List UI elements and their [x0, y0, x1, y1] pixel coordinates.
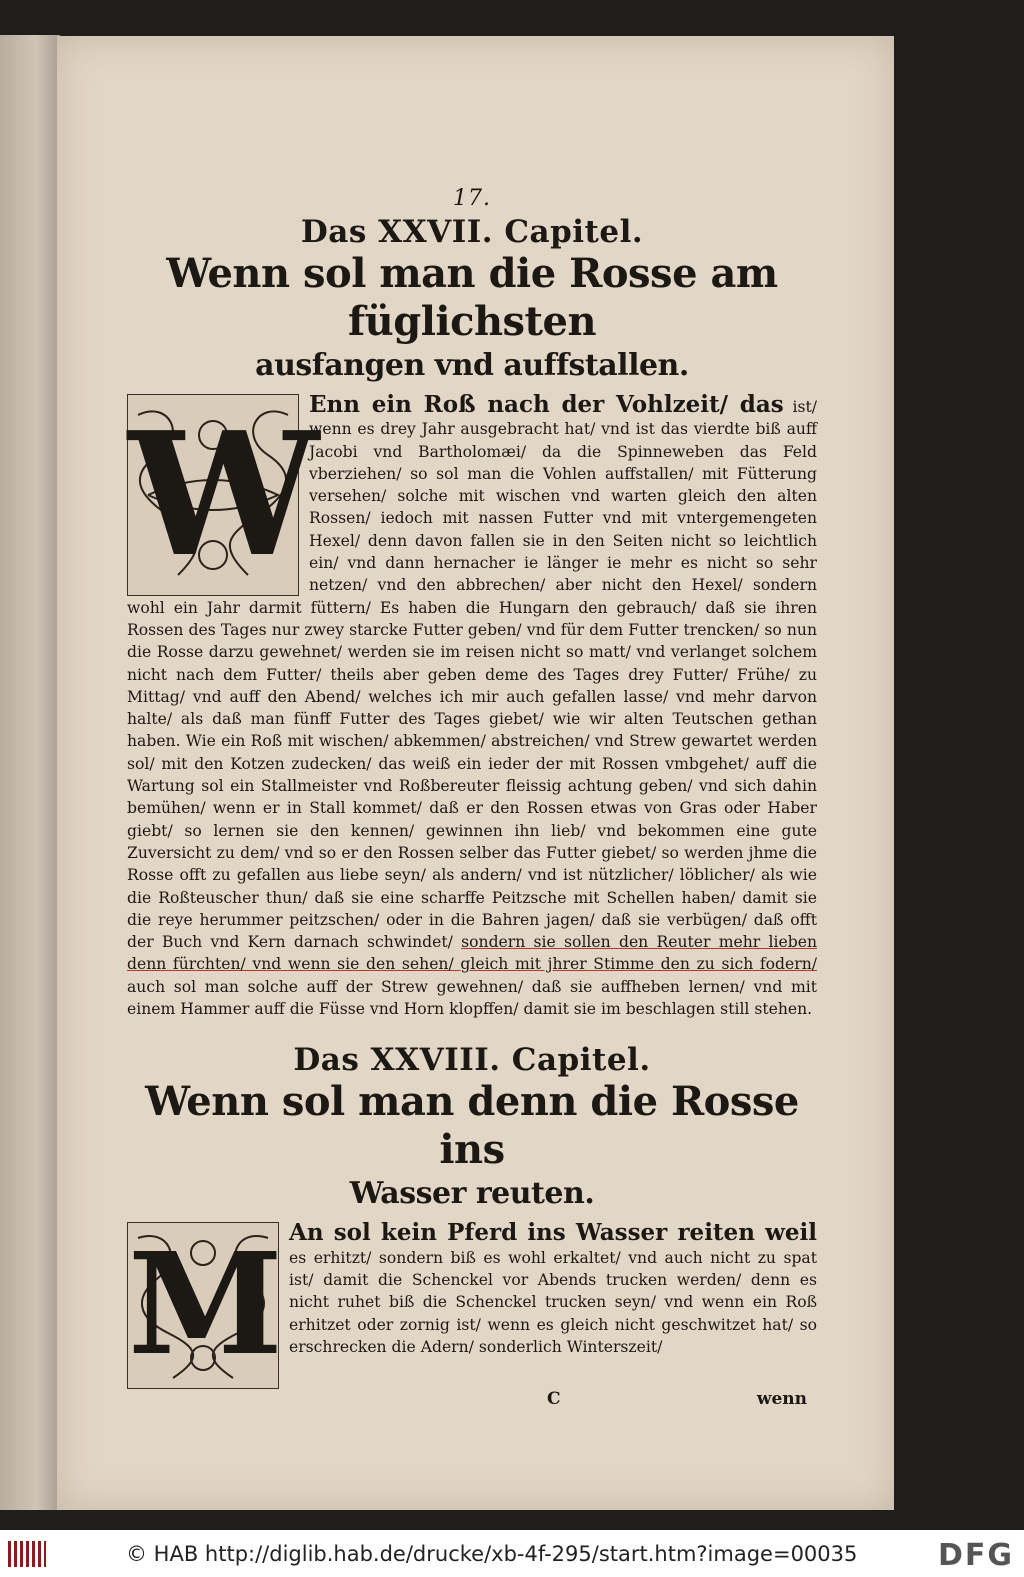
footer-bar — [0, 1530, 1024, 1577]
chapter-title-27-line1: Wenn sol man die Rosse am füglichsten — [166, 250, 778, 345]
chapter-title-27 — [127, 250, 817, 386]
chapter-27-lead: Enn ein Roß nach der Vohlzeit/ das — [309, 391, 784, 418]
initial-letter: M — [128, 1223, 283, 1388]
decorated-initial-w — [127, 394, 319, 596]
chapter-27-paragraph-end: auch sol man solche auff der Strew gewehnen/ daß sie auffheben lernen/ vnd mit einem Hammer auff die Füsse vnd Horn klopffen/ damit sie im beschlagen still stehen. — [127, 977, 817, 1019]
book-page — [57, 36, 894, 1510]
chapter-27-underlined-passage: sondern sie sollen den Reuter mehr lieben denn fürchten/ vnd wenn sie den sehen/ gleich mit jhrer Stimme den zu sich fodern/ — [127, 933, 817, 974]
chapter-heading-28: Das XXVIII. Capitel. — [293, 1042, 651, 1079]
catchwords-line — [127, 1389, 817, 1409]
chapter-28-lead: An sol kein Pferd ins Wasser reiten weil — [289, 1219, 817, 1247]
barcode-icon — [8, 1541, 46, 1567]
left-page-edge — [0, 35, 60, 1510]
chapter-27-paragraph: ist/ wenn es drey Jahr ausgebracht hat/ vnd ist das vierdte biß auff Jacobi vnd Bartholomæi/ da die Spinneweben das Feld vberziehen/ so sol man die Vohlen auffstallen/ mit Fütterung versehen/ solche mit wischen vnd warten gleich den alten Rossen/ iedoch mit nassen Futter vnd mit vntergemengeten Hexel/ denn davon fallen sie in den Seiten nicht so leichtlich ein/ vnd dann hernacher ie länger ie mehr es nicht so sehr netzen/ vnd den abbrechen/ aber nicht den Hexel/ sondern wohl ein Jahr darmit füttern/ Es haben die Hungarn den gebrauch/ daß sie ihren Rossen des Tages nur zwey starcke Futter geben/ vnd für dem Futter trencken/ so nun die Rosse darzu gewehnet/ werden sie im reisen nicht so matt/ vnd verlanget solchem nicht nach dem Futter/ theils aber geben deme des Tages drey Futter/ Frühe/ zu Mittag/ vnd auff den Abend/ welches ich mir auch gefallen lasse/ vnd mehr darvon halte/ als daß man fünff Futter des Tages giebet/ wie wir alten Teutschen gethan haben. Wie ein Roß mit wischen/ abkemmen/ abstreichen/ vnd Strew gewartet werden sol/ mit den Kotzen zudecken/ das weiß ein ieder der mit Rossen vmbgehet/ auff die Wartung sol ein Stallmeister vnd Roßbereuter fleissig achtung geben/ vnd sich dahin bemühen/ wenn er in Stall kommet/ daß er den Rossen etwas von Gras oder Haber giebt/ so lernen sie den kennen/ gewinnen ihn lieb/ vnd bekommen eine gute Zuversicht zu dem/ vnd so er den Rossen selber das Futter giebet/ so werden jhme die Rosse offt zu gefallen aus liebe seyn/ als andern/ vnd ist nützlicher/ löblicher/ als wie die Roßteuscher thun/ daß sie eine scharffe Peitzsche mit Schellen haben/ damit sie die reye herummer peitzschen/ oder in die Bahren jagen/ daß sie verbügen/ daß offt der Buch vnd Kern darnach schwindet/ — [127, 398, 817, 952]
chapter-28-paragraph: es erhitzt/ sondern biß es wohl erkaltet/ vnd auch nicht zu spat ist/ damit die Schenckel vor Abends trucken werden/ denn es nicht ruhet biß die Schenckel trucken seyn/ vnd wenn ein Roß erhitzet oder zornig ist/ wenn es gleich nicht geschwitzet hat/ so erschrecken die Adern/ sonderlich Winterszeit/ — [289, 1248, 817, 1356]
chapter-27-body — [127, 391, 817, 1020]
signature-mark: C — [547, 1389, 561, 1410]
page-content — [127, 186, 817, 1409]
dfg-logo: DFG — [937, 1538, 1014, 1573]
catchword: wenn — [756, 1389, 807, 1410]
initial-letter: W — [128, 395, 319, 595]
page-number: 17. — [453, 186, 491, 211]
chapter-title-27-line2: ausfangen vnd auffstallen. — [255, 348, 689, 383]
chapter-28-body — [127, 1219, 817, 1410]
chapter-title-28 — [127, 1078, 817, 1214]
footer-source-link[interactable]: © HAB http://diglib.hab.de/drucke/xb-4f-295/start.htm?image=00035 — [126, 1541, 858, 1566]
decorated-initial-m — [127, 1222, 283, 1389]
chapter-title-28-line2: Wasser reuten. — [349, 1176, 595, 1212]
chapter-heading-27: Das XXVII. Capitel. — [300, 214, 644, 250]
chapter-title-28-line1: Wenn sol man denn die Rosse ins — [145, 1078, 799, 1174]
